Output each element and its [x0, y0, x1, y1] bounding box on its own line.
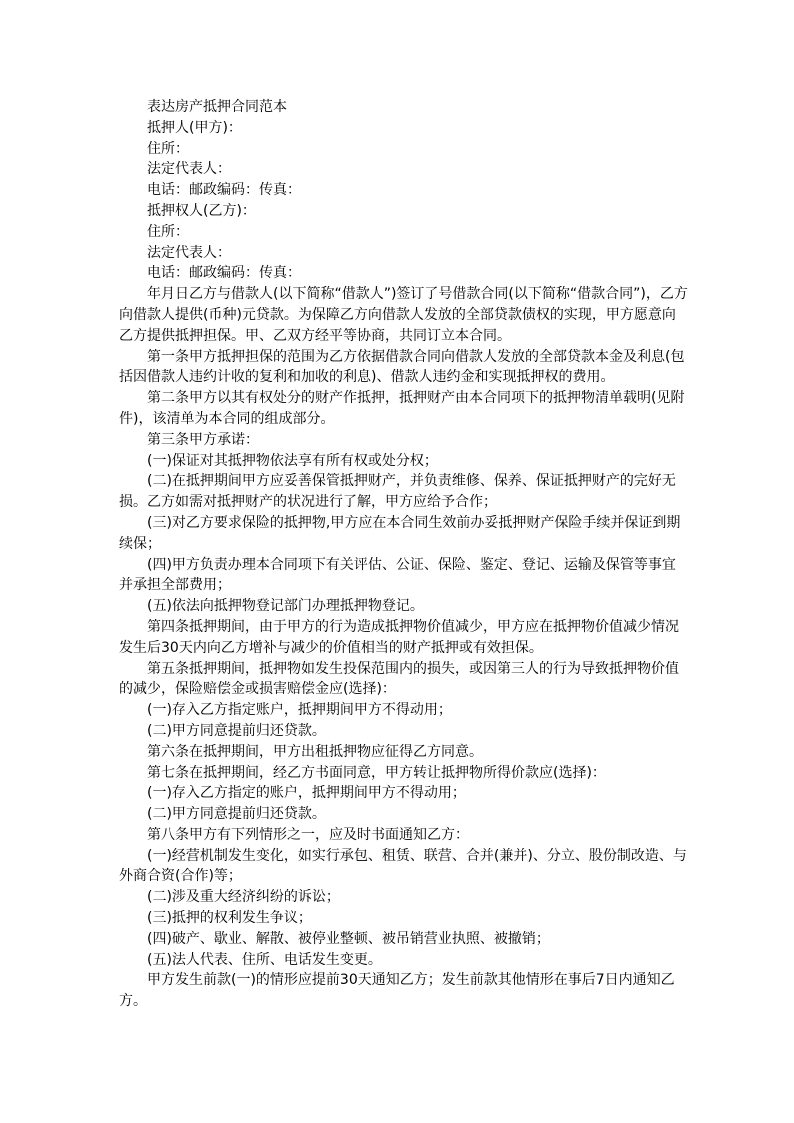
paragraph-article-6: 第六条在抵押期间，甲方出租抵押物应征得乙方同意。	[147, 743, 483, 760]
paragraph-preamble: 年月日乙方与借款人(以下简称“借款人”)签订了号借款合同(以下简称“借款合同”)，乙方向借款人提供(币种)元贷款。为保障乙方向借款人发放的全部贷款债权的实现，甲方愿意向乙方提供抵押担保。甲、乙双方经平等协商，共同订立本合同。	[119, 286, 688, 344]
paragraph-article-7-item-2: (二)甲方同意提前归还贷款。	[147, 806, 326, 823]
paragraph-article-7: 第七条在抵押期间，经乙方书面同意，甲方转让抵押物所得价款应(选择)：	[147, 764, 606, 781]
paragraph-article-3-item-4: (四)甲方负责办理本合同项下有关评估、公证、保险、鉴定、登记、运输及保管等事宜并承担全部费用；	[119, 556, 676, 594]
paragraph-article-3-item-1: (一)保证对其抵押物依法享有所有权或处分权；	[147, 452, 438, 469]
paragraph-article-8-item-2: (二)涉及重大经济纠纷的诉讼；	[147, 889, 340, 906]
paragraph-article-3-item-5: (五)依法向抵押物登记部门办理抵押物登记。	[147, 598, 424, 615]
field-mortgagor-contact: 电话：邮政编码：传真：	[147, 182, 301, 199]
paragraph-article-5: 第五条抵押期间，抵押物如发生投保范围内的损失，或因第三人的行为导致抵押物价值的减少，保险赔偿金或损害赔偿金应(选择)：	[119, 660, 679, 698]
field-mortgagee-contact: 电话：邮政编码：传真：	[147, 265, 301, 282]
paragraph-article-4: 第四条抵押期间，由于甲方的行为造成抵押物价值减少，甲方应在抵押物价值减少情况发生后30天内向乙方增补与减少的价值相当的财产抵押或有效担保。	[119, 618, 679, 656]
paragraph-article-5-item-2: (二)甲方同意提前归还贷款。	[147, 722, 326, 739]
paragraph-article-2: 第二条甲方以其有权处分的财产作抵押，抵押财产由本合同项下的抵押物清单载明(见附件)，该清单为本合同的组成部分。	[119, 390, 685, 427]
document-title: 表达房产抵押合同范本	[147, 99, 287, 115]
paragraph-article-8: 第八条甲方有下列情形之一，应及时书面通知乙方：	[147, 826, 469, 843]
paragraph-article-8-item-4: (四)破产、歇业、解散、被停业整顿、被吊销营业执照、被撤销；	[147, 930, 550, 947]
field-mortgagor: 抵押人(甲方)：	[147, 119, 242, 136]
field-mortgagee-address: 住所：	[147, 223, 189, 240]
paragraph-article-3-item-2: (二)在抵押期间甲方应妥善保管抵押财产，并负责维修、保养、保证抵押财产的完好无损。乙方如需对抵押财产的状况进行了解，甲方应给予合作；	[119, 473, 676, 511]
paragraph-article-8-item-5: (五)法人代表、住所、电话发生变更。	[147, 951, 382, 968]
paragraph-article-8-item-1: (一)经营机制发生变化，如实行承包、租赁、联营、合并(兼并)、分立、股份制改造、与外商合资(合作)等；	[119, 847, 687, 885]
contract-page	[119, 97, 689, 1012]
field-mortgagor-address: 住所：	[147, 140, 189, 157]
paragraph-article-3: 第三条甲方承诺：	[147, 431, 259, 448]
paragraph-article-8-notice: 甲方发生前款(一)的情形应提前30天通知乙方；发生前款其他情形在事后7日内通知乙方。	[119, 972, 675, 1010]
paragraph-article-5-item-1: (一)存入乙方指定账户，抵押期间甲方不得动用；	[147, 702, 452, 719]
paragraph-article-8-item-3: (三)抵押的权利发生争议；	[147, 910, 312, 927]
field-mortgagee: 抵押权人(乙方)：	[147, 202, 256, 219]
paragraph-article-1: 第一条甲方抵押担保的范围为乙方依据借款合同向借款人发放的全部贷款本金及利息(包括因借款人违约计收的复利和加收的利息)、借款人违约金和实现抵押权的费用。	[119, 348, 685, 386]
field-mortgagor-legal-rep: 法定代表人：	[147, 161, 231, 178]
field-mortgagee-legal-rep: 法定代表人：	[147, 244, 231, 261]
paragraph-article-7-item-1: (一)存入乙方指定的账户，抵押期间甲方不得动用；	[147, 785, 466, 802]
paragraph-article-3-item-3: (三)对乙方要求保险的抵押物,甲方应在本合同生效前办妥抵押财产保险手续并保证到期续保；	[119, 514, 681, 552]
